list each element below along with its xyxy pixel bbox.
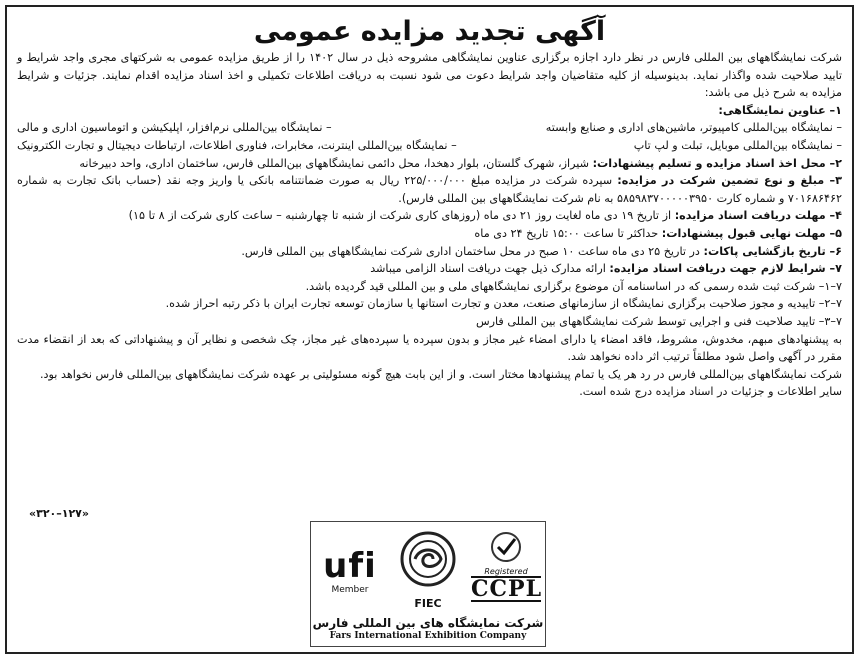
- section-7: [17, 260, 842, 278]
- section-4: [17, 207, 842, 225]
- ufi-member-label: Member: [331, 585, 369, 595]
- section-6-text: در تاریخ ۲۵ دی ماه ساعت ۱۰ صبح در محل ساختمان اداری شرکت نمایشگاههای بین المللی فارس.: [241, 244, 704, 258]
- section-6: [17, 243, 842, 261]
- section-2: [17, 155, 842, 173]
- requirement-7-3: ۷–۳– تایید صلاحیت فنی و اجرایی توسط شرکت نمایشگاههای بین المللی فارس: [475, 314, 842, 328]
- ufi-logo-text: ufi: [323, 546, 377, 586]
- logo-panel: [310, 521, 546, 647]
- section-3-text: سپرده شرکت در مزایده مبلغ ۲۲۵/۰۰۰/۰۰۰ ریال به صورت ضمانتنامه بانکی یا واریز وجه نقد (حساب بانک تجارت به شماره ۷۰۱۶۸۶۴۶۲ و شماره کارت ۵۸۵۹۸۳۷۰۰۰۰۰۳۹۵۰ به نام شرکت نمایشگاههای بین المللی فارس).: [17, 174, 842, 205]
- exhibition-item: – نمایشگاه بین‌المللی کامپیوتر، ماشین‌های اداری و صنایع وابسته: [545, 121, 842, 135]
- ccpl-logo-text: CCPL: [471, 576, 543, 602]
- company-name-en: Fars International Exhibition Company: [329, 631, 527, 641]
- section-1-row-1: [17, 119, 842, 137]
- section-4-text: از تاریخ ۱۹ دی ماه لغایت روز ۲۱ دی ماه (روزهای کاری شرکت از شنبه تا چهارشنبه – ساعت کاری شرکت از ۸ تا ۱۵): [128, 209, 675, 223]
- section-2-heading: ۲– محل اخذ اسناد مزایده و تسلیم پیشنهادات:: [592, 156, 842, 170]
- ad-frame: [5, 5, 854, 654]
- exhibition-item: – نمایشگاه بین‌المللی موبایل، تبلت و لپ تاپ: [633, 138, 842, 152]
- fiec-emblem-icon: [393, 529, 463, 591]
- reference-number: «۳۲۰–۱۲۷»: [29, 507, 89, 520]
- section-1-row-2: [17, 137, 842, 155]
- fiec-logo: [393, 529, 463, 613]
- fiec-logo-text: FIEC: [414, 597, 442, 610]
- note-invalid-bids: به پیشنهادهای مبهم، مخدوش، مشروط، فاقد امضاء یا دارای امضاء غیر مجاز و بدون سپرده یا سپرده‌های غیر مجاز، چک شخصی و نظایر آن و پیشنهاداتی که بعد از انقضاء مدت مقرر در آگهی واصل شود مطلقاً ترتیب اثر داده نخواهد شد.: [17, 332, 842, 364]
- ad-body: [17, 49, 842, 401]
- section-2-text: شیراز، شهرک گلستان، بلوار دهخدا، محل دائمی نمایشگاههای بین‌المللی فارس، ساختمان اداری، واحد دبیرخانه: [79, 156, 593, 170]
- logo-row: [315, 528, 541, 614]
- section-7-heading: ۷– شرایط لازم جهت دریافت اسناد مزایده:: [609, 262, 842, 276]
- note-further-info: سایر اطلاعات و جزئیات در اسناد مزایده درج شده است.: [579, 385, 842, 399]
- section-5-heading: ۵– مهلت نهایی قبول پیشنهادات:: [661, 226, 842, 240]
- section-5-text: حداکثر تا ساعت ۱۵:۰۰ تاریخ ۲۴ دی ماه: [474, 226, 662, 240]
- section-6-heading: ۶– تاریخ بازگشایی پاکات:: [703, 244, 842, 258]
- company-name-fa: شرکت نمایشگاه های بین المللی فارس: [312, 616, 544, 630]
- section-3: [17, 172, 842, 207]
- section-7-text: ارائه مدارک ذیل جهت دریافت اسناد الزامی میباشد: [370, 262, 610, 276]
- intro-paragraph: شرکت نمایشگاههای بین المللی فارس در نظر دارد اجازه برگزاری عناوین نمایشگاهی مشروحه ذیل در سال ۱۴۰۲ را از طریق مزایده عمومی به شرکتهای مجری واجد شرایط و تایید صلاحیت شده واگذار نماید. بدینوسیله از کلیه متقاضیان واجد شرایط دعوت می شود نسبت به دریافت اطلاعات تکمیلی و اخذ اسناد مزایده اقدام نمایند. جزئیات و شرایط مزایده به شرح ذیل می باشد:: [17, 51, 842, 100]
- section-1-heading: ۱– عناوین نمایشگاهی:: [718, 103, 842, 117]
- exhibition-item: – نمایشگاه بین‌المللی نرم‌افزار، اپلیکیشن و اتوماسیون اداری و مالی: [17, 121, 332, 135]
- ad-title: آگهی تجدید مزایده عمومی: [253, 16, 606, 47]
- ccpl-registered-label: Registered: [484, 567, 528, 576]
- check-mark-icon: [471, 529, 541, 563]
- section-5: [17, 225, 842, 243]
- section-4-heading: ۴– مهلت دریافت اسناد مزایده:: [674, 209, 842, 223]
- ccpl-logo: [471, 529, 541, 613]
- ufi-logo: [315, 529, 385, 613]
- requirement-7-1: ۷–۱– شرکت ثبت شده رسمی که در اساسنامه آن موضوع برگزاری نمایشگاههای ملی و بین المللی قید گردیده باشد.: [305, 279, 842, 293]
- exhibition-item: – نمایشگاه بین‌المللی اینترنت، مخابرات، فناوری اطلاعات، ارتباطات دیجیتال و تجارت الکترونیک: [17, 138, 457, 152]
- requirement-7-2: ۷–۲– تاییدیه و مجوز صلاحیت برگزاری نمایشگاه از سازمانهای صنعت، معدن و تجارت استانها یا سازمان توسعه تجارت ایران با ذکر رتبه احراز شده.: [165, 297, 842, 311]
- note-rejection-right: شرکت نمایشگاههای بین‌المللی فارس در رد هر یک یا تمام پیشنهادها مختار است. و از این بابت هیچ گونه مسئولیتی بر عهده شرکت نمایشگاههای بین‌المللی فارس نخواهد بود.: [39, 367, 842, 381]
- section-3-heading: ۳– مبلغ و نوع تضمین شرکت در مزایده:: [617, 174, 842, 188]
